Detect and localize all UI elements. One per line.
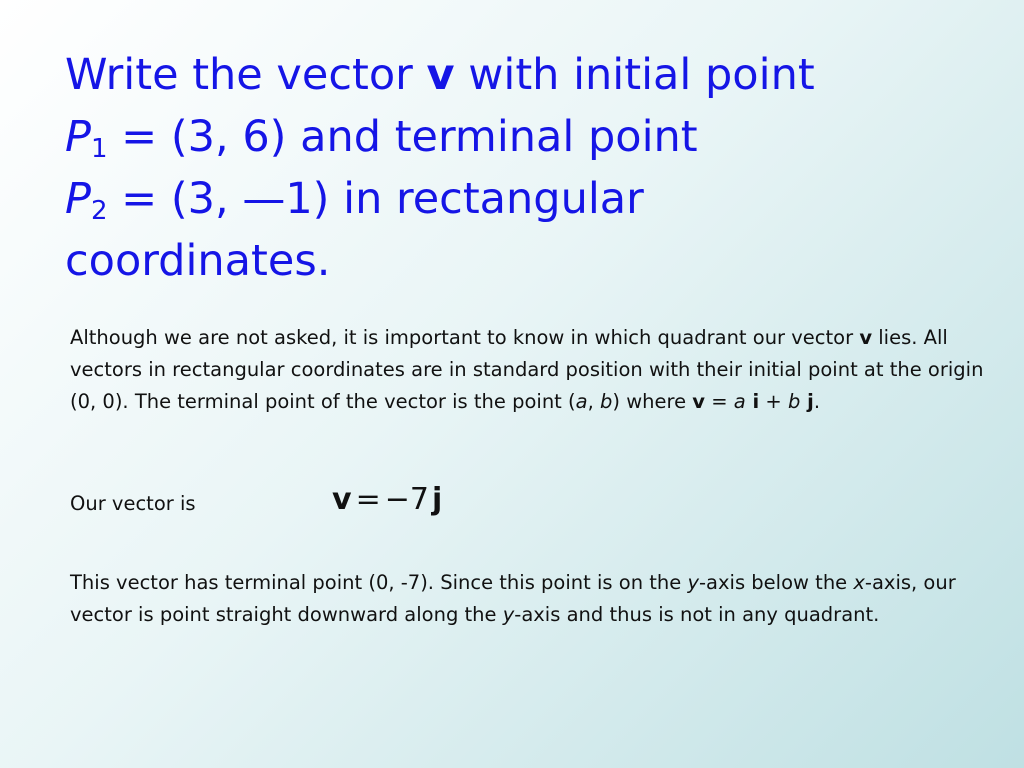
vector-equation — [332, 484, 442, 516]
vector-v-symbol: v — [332, 482, 352, 517]
body-text: . — [813, 390, 821, 413]
body-text: lies. All vectors in rectangular coordinates are in standard position with their initial point at the origin (0, 0). The terminal point of the vector is the point ( — [70, 326, 984, 413]
title-text: = (3, —1) in rectangular — [107, 174, 644, 224]
variable-y: y — [687, 571, 699, 594]
title-text: = (3, 6) and terminal point — [107, 112, 698, 162]
variable-b: b — [787, 390, 801, 413]
body-text: + — [759, 390, 788, 413]
explanation-paragraph — [70, 322, 990, 418]
body-text: -axis and thus is not in any quadrant. — [514, 603, 880, 626]
body-text: -axis, our vector is point straight downward along the — [70, 571, 956, 626]
subscript-1: 1 — [90, 134, 108, 164]
point-p1-label: P — [65, 112, 91, 162]
vector-v-symbol: v — [859, 326, 873, 349]
body-text: = — [705, 390, 734, 413]
unit-vector-i: i — [745, 390, 760, 413]
title-text: Write the vector — [65, 50, 427, 100]
body-text: Although we are not asked, it is important to know in which quadrant our vector — [70, 326, 860, 349]
subscript-2: 2 — [90, 196, 108, 226]
body-text: ) where — [612, 390, 693, 413]
variable-b: b — [600, 390, 613, 413]
variable-x: x — [853, 571, 865, 594]
vector-statement — [70, 482, 990, 520]
vector-v-symbol: v — [426, 50, 455, 100]
vector-v-symbol: v — [692, 390, 706, 413]
body-text: , — [587, 390, 600, 413]
variable-y: y — [502, 603, 515, 626]
unit-vector-j: j — [431, 482, 443, 517]
variable-a: a — [733, 390, 746, 413]
variable-a: a — [575, 390, 588, 413]
vector-statement-label: Our vector is — [70, 492, 196, 515]
conclusion-paragraph — [70, 567, 990, 631]
slide-title — [65, 44, 965, 292]
body-text: -axis below the — [699, 571, 854, 594]
title-text: coordinates. — [65, 236, 331, 286]
unit-vector-j: j — [800, 390, 814, 413]
body-text: This vector has terminal point (0, -7). Since this point is on the — [70, 571, 688, 594]
equals-sign: = — [355, 482, 381, 517]
coefficient: −7 — [384, 482, 429, 517]
point-p2-label: P — [65, 174, 91, 224]
title-text: with initial point — [454, 50, 815, 100]
